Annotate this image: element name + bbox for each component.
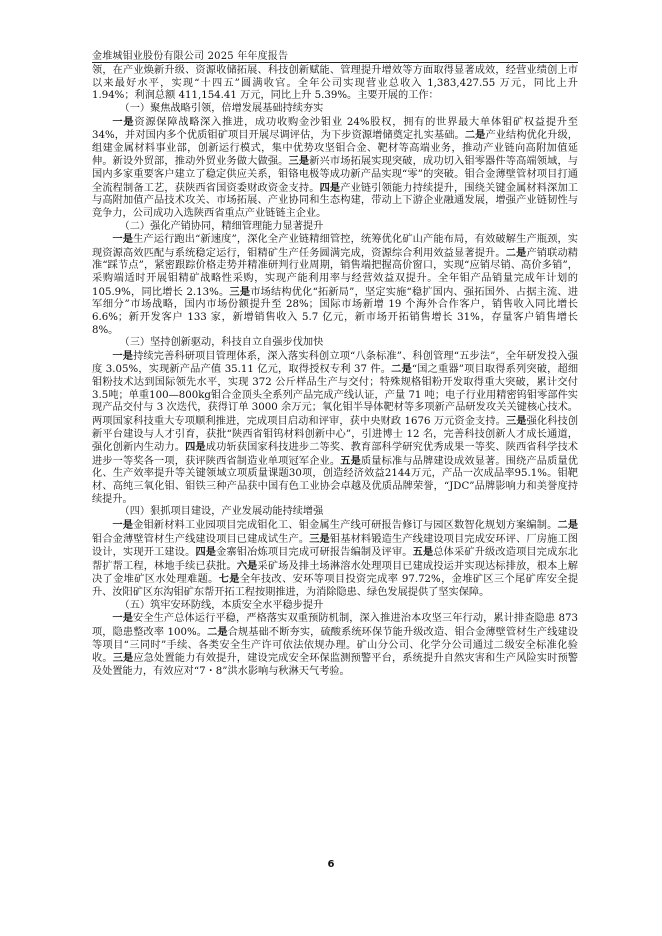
section-title: （三）坚持创新驱动，科技自立自强步伐加快 (119, 337, 324, 349)
item-marker: 二是 (557, 518, 579, 531)
item-marker: 三是 (112, 652, 134, 665)
item-marker: 四是 (195, 546, 217, 559)
item-text: 产销联动精准“踩节点”，紧密跟踪价格走势并精准研判行业周期，销售端把握高价窗口，实现“应销尽销、高价多销”，采购端适时开展钼精矿战略性采购，实现产能利用率与经营效益双提升。全年钼产品销量完成年计划的 105.9%，同比增长 2.13%。 (92, 247, 578, 298)
item-marker: 三是 (288, 155, 310, 168)
section-title: （五）筑牢安环防线，本质安全水平稳步提升 (119, 599, 324, 611)
item-text: 安全生产总体运行平稳，严格落实双重预防机制，深入推进治本攻坚三年行动，累计排查隐患 873 项，隐患整改率 100%。 (92, 613, 579, 638)
item-text: 持续完善科研项目管理体系，深入落实科创立项“八条标准”、科创管理“五步法”，全年研发投入强度 3.05%，实现新产品产值 35.11 亿元，取得授权专利 37 件。 (92, 350, 578, 376)
item-marker: 七是 (218, 573, 240, 586)
item-text: 成功斩获国家科技进步二等奖、教育部科学研究优秀成果一等奖、陕西省科学技术进步一等奖各一项，获评陕西省制造业单项冠军企业。 (92, 442, 578, 467)
item-text: 质量标准与品牌建设成效显著。围绕产品质量优化、生产效率提升等关键领域立项质量课题30项，创造经济效益2144万元，产品一次成品率95.1%。钼靶材、高纯三氧化钼、钼铁三种产品获中国有色工业协会卓越及优质品牌荣誉，“JDC”品牌影响力和美誉度持续提升。 (92, 455, 578, 505)
section-paragraph (92, 350, 578, 507)
item-text: 市场结构优化“拓新局”，坚定实施“稳扩国内、强拓国外、占据主流、进军细分”市场战略，国内市场份额提升至 28%；国际市场新增 19 个海外合作客户，销售收入同比增长 6.6%；新开发客户 133 家，新增销售收入 5.7 亿元，新市场开拓销售增长 31%，存量客户销售增长 8%。 (92, 286, 579, 336)
item-text: 应急处置能力有效提升，建设完成安全环保监测预警平台，系统提升自然灾害和生产风险实时预警及处置能力，有效应对“7・8”洪水影响与秋淋天气考验。 (92, 653, 578, 677)
section-paragraph (92, 233, 578, 337)
item-marker: 二是 (207, 625, 228, 638)
item-text: “国之重器”项目取得系列突破，超细钼粉技术达到国际领先水平，实现 372 公斤样品生产与交付；特殊规格钼粉开发取得重大突破，累计交付3.5吨；单重100—800kg钼合金顶头全系列产品完成产线认证，产量 71 吨；电子行业用精密钨钼零部件实现产品交付与 3 次迭代，获得订单 3000 余万元；氧化钼半导体靶材等多项新产品研发攻关关键核心技术。两项国家科技重大专项顺利推进，完成项目启动和评审，获中央财政 1676 万元资金支持。 (92, 364, 579, 427)
item-marker: 五是 (340, 454, 361, 467)
header-rule (92, 62, 578, 63)
section-title: （一）聚焦战略引领，倍增发展基础持续夯实 (119, 102, 324, 114)
item-text: 合规基础不断夯实，硫酸系统环保节能升级改造、钼合金薄壁管材生产线建设等项目“三同时”手续、各类安全生产许可依法依规办理。矿山分公司、化学分公司通过二级安全标准化验收。 (92, 626, 579, 665)
item-text: 强化科技创新平台建设与人才引育，获批“陕西省钼钨材料创新中心”，引进博士 12 名，完善科技创新人才成长通道，强化创新内生动力。 (92, 415, 579, 454)
item-marker: 四是 (319, 181, 341, 194)
item-marker: 一是 (112, 612, 133, 625)
item-text: 钼合金薄壁管材生产线建设项目已建成试生产。 (92, 533, 310, 545)
item-marker: 三是 (229, 285, 251, 298)
section-paragraph (92, 116, 578, 221)
item-marker: 六是 (236, 559, 258, 572)
item-marker: 三是 (309, 532, 330, 545)
item-text: 全年技改、安环等项目投资完成率 97.72%，金堆矿区三个尾矿库安全提升、汝阳矿区东沟钼矿东帮开拓工程按期推进，为消除隐患、绿色发展提供了坚实保障。 (92, 574, 579, 598)
report-body (92, 65, 578, 678)
intro-paragraph: 领，在产业焕新升级、资源收储拓展、科技创新赋能、管理提升增效等方面取得显著成效，经营业绩创上市以来最好水平，实现“十四五”圆满收官。全年公司实现营业总收入 1,383,427.55 万元，同比上升 1.94%；利润总额 411,154.41 万元，同比上升 5.39%。主要开展的工作： (92, 65, 578, 102)
page-number: 6 (327, 859, 335, 870)
item-marker: 一是 (112, 518, 134, 531)
item-text: 生产运行跑出“新速度”，深化全产业链精细管控，统筹优化矿山产能布局，有效破解生产瓶颈，实现资源高效匹配与系统稳定运行，钼精矿生产任务圆满完成，资源综合利用效益显著提升。 (92, 234, 578, 259)
item-text: 钼基材料锻造生产线建设项目完成安环评、厂房施工图设计，实现开工建设。 (92, 533, 578, 559)
section-paragraph (92, 612, 578, 678)
section-title: （四）狠抓项目建设，产业发展动能持续增强 (119, 506, 324, 518)
item-text: 采矿场及排土场淋溶水处理项目已建成投运并实现达标排放，根本上解决了金堆矿区水处理难题。 (92, 560, 578, 586)
item-text: 新兴市场拓展实现突破，成功切入钼零器件等高端领域，与国内多家重要客户建立了稳定供应关系，钼铬电极等成功新产品实现“零”的突破。钼合金薄壁管材项目打通全流程制备工艺，获陕西省国资委财政资金支持。 (92, 156, 578, 194)
section-paragraph (92, 519, 578, 600)
item-text: 产业链引领能力持续提升，围绕关键金属材料深加工与高附加值产品技术攻关、市场拓展、产业协同和生态构建，带动上下游企业融通发展，增强产业链韧性与竞争力，公司成功入选陕西省重点产业链链主企业。 (92, 182, 578, 219)
item-marker: 二是 (391, 363, 412, 376)
item-marker: 四是 (185, 441, 206, 454)
item-text: 产业结构优化升级，组建金属材料事业部，创新运行模式，集中优势攻坚钼合金、靶材等高端业务，推动产业链向高附加值延伸。新设外贸部，推动外贸业务做大做强。 (92, 130, 578, 168)
item-marker: 五是 (412, 546, 434, 559)
page-header: 金堆城钼业股份有限公司 2025 年年度报告 (92, 51, 289, 62)
section-title: （二）强化产销协同，精细管理能力显著提升 (119, 220, 324, 232)
item-marker: 一是 (112, 233, 134, 246)
item-text: 金寨钼冶炼项目完成可研报告编制及评审。 (216, 547, 413, 559)
item-marker: 二是 (464, 129, 486, 142)
item-text: 金钼新材料工业园项目完成钼化工、钼金属生产线可研报告修订与园区数智化规划方案编制。 (133, 519, 558, 531)
item-marker: 一是 (112, 115, 135, 128)
item-text: 资源保障战略深入推进，成功收购金沙钼业 24%股权，拥有的世界最大单体钼矿权益提升至 34%，并对国内多个优质钼矿项目开展尽调评估，为下步资源增储奠定扎实基础。 (92, 116, 578, 142)
item-marker: 二是 (505, 246, 527, 259)
item-marker: 一是 (112, 349, 134, 362)
item-marker: 三是 (505, 414, 527, 427)
item-text: 总体采矿升级改造项目完成东北帮扩帮工程，林地手续已获批。 (92, 547, 578, 572)
